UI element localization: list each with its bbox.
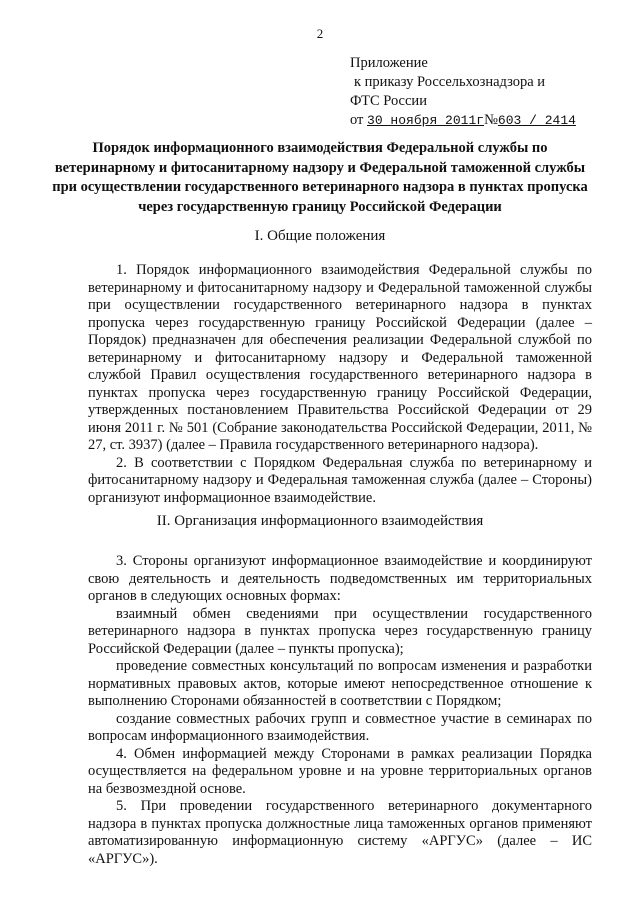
page-number: 2: [316, 26, 324, 41]
paragraph-1: 1. Порядок информационного взаимодействия Федеральной службы по ветеринарному и фитосанитарному надзору и Федеральной таможенной службы при осуществлении государственного ветеринарного надзора в пунктах пропуска через государственную границу Российской Федерации (далее – Порядок) предназначен для обеспечения реализации Федеральной службой по ветеринарному и фитосанитарному надзору и Федеральной таможенной службой Правил осуществления государственного ветеринарного надзора в пунктах пропуска через государственную границу Российской Федерации, утвержденных постановлением Правительства Российской Федерации от 29 июня 2011 г. № 501 (Собрание законодательства Российской Федерации, 2011, № 27, ст. 3937) (далее – Правила государственного ветеринарного надзора).: [88, 262, 592, 453]
date-prefix: от: [350, 112, 364, 128]
paragraph-3: 3. Стороны организуют информационное взаимодействие и координируют свою деятельность и деятельность подведомственных им территориальных органов в следующих основных формах:: [88, 553, 592, 604]
body-block-2: [88, 553, 592, 868]
order-number: 603 / 2414: [497, 113, 576, 128]
paragraph-3-item-c: создание совместных рабочих групп и совместное участие в семинарах по вопросам информационного взаимодействия.: [88, 710, 592, 744]
number-prefix: №: [484, 112, 498, 128]
section-heading-general: I. Общие положения: [254, 228, 386, 244]
appendix-order-ref: к приказу Россельхознадзора и: [354, 74, 546, 90]
paragraph-5: 5. При проведении государственного ветеринарного документарного надзора в пунктах пропуска должностные лица таможенных органов применяют автоматизированную информационную систему «АРГУС» (далее – ИС «АРГУС»).: [88, 798, 592, 867]
body-block-1: [88, 262, 592, 507]
paragraph-3-item-a: взаимный обмен сведениями при осуществлении государственного ветеринарного надзора в пунктах пропуска через государственную границу Российской Федерации (далее – пункты пропуска);: [88, 605, 592, 657]
document-title: Порядок информационного взаимодействия Федеральной службы по ветеринарному и фитосанитарному надзору и Федеральной таможенной службы при осуществлении государственного ветеринарного надзора в пунктах пропуска через государственную границу Российской Федерации: [52, 140, 588, 215]
paragraph-4: 4. Обмен информацией между Сторонами в рамках реализации Порядка осуществляется на федеральном уровне и на уровне территориальных органов на безвозмездной основе.: [88, 745, 592, 797]
appendix-header: [350, 54, 630, 130]
order-date: 30 ноября 2011г: [367, 113, 485, 128]
appendix-agency: ФТС России: [350, 93, 427, 109]
section-heading-organization: II. Организация информационного взаимодействия: [156, 513, 484, 529]
appendix-date-line: [350, 111, 630, 130]
paragraph-3-item-b: проведение совместных консультаций по вопросам изменения и разработки нормативных правовых актов, которые имеют непосредственное отношение к выполнению Сторонами обязанностей в соответствии с Порядком;: [88, 658, 592, 709]
appendix-label: Приложение: [350, 55, 428, 71]
paragraph-2: 2. В соответствии с Порядком Федеральная служба по ветеринарному и фитосанитарному надзору и Федеральная таможенная служба (далее – Стороны) организуют информационное взаимодействие.: [88, 454, 592, 506]
